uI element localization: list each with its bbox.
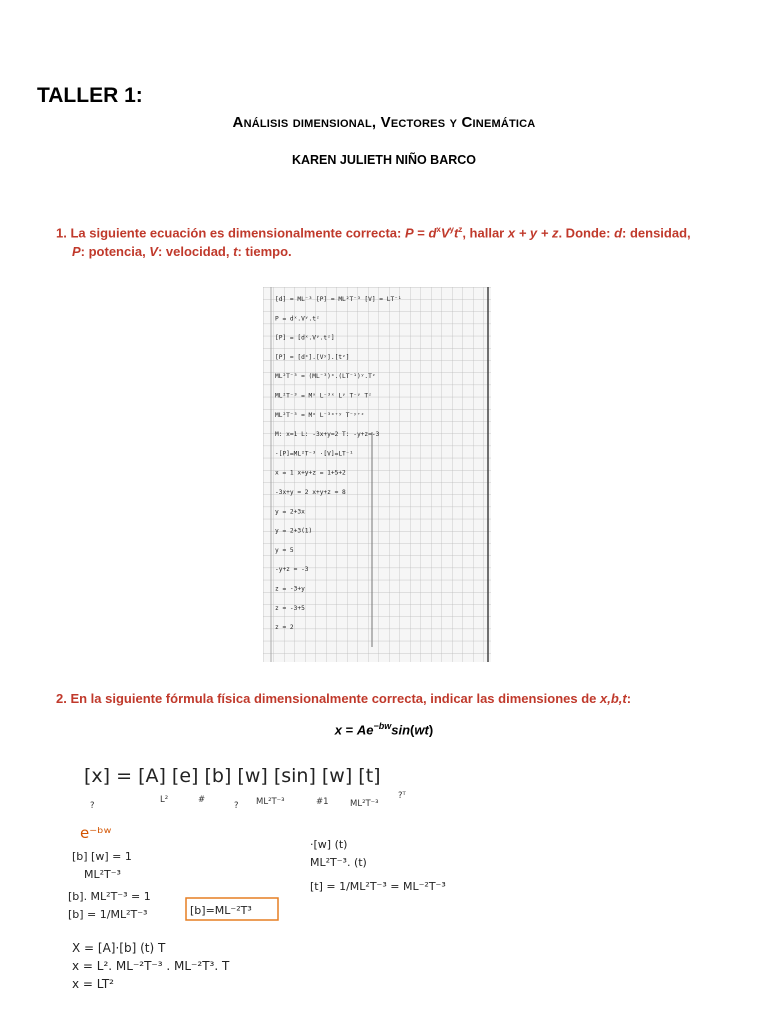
notebook-line: x = 1 x+y+z = 1+5+2 xyxy=(275,469,346,477)
formula-exp: −bw xyxy=(373,721,392,731)
notebook-line: ML²T⁻³ = (ML⁻³)ˣ.(LT⁻¹)ʸ.Tᶻ xyxy=(275,373,376,381)
q1-sup-y: y xyxy=(449,225,454,234)
hw-under-sin: #1 xyxy=(316,797,329,807)
handwriting-canvas xyxy=(54,760,694,1010)
hw-under-t: ?ᵀ xyxy=(398,791,406,801)
notebook-line: z = -3+5 xyxy=(275,604,305,612)
graph-paper xyxy=(263,287,491,662)
notebook-line: ·[P]=ML²T⁻³ ·[V]=LT⁻¹ xyxy=(275,450,354,458)
handwritten-solution-image xyxy=(54,760,694,1010)
formula-arg: wt xyxy=(414,722,429,738)
q1-t-desc: : tiempo. xyxy=(237,244,292,260)
notebook-line: z = -3+y xyxy=(275,585,305,593)
hw-r1: ·[w] (t) xyxy=(310,838,348,851)
notebook-line: ML²T⁻³ = Mˣ L⁻³ˣ Lʸ T⁻ʸ Tᶻ xyxy=(275,392,372,400)
q1-mid: , hallar xyxy=(462,225,508,241)
hw-b2: x = L². ML⁻²T⁻³ . ML⁻²T³. T xyxy=(72,959,230,973)
page-title: TALLER 1: xyxy=(37,84,143,107)
hw-under-b: ? xyxy=(234,801,239,811)
q1-p-var: P xyxy=(72,244,81,260)
hw-b1: X = [A]·[b] (t) T xyxy=(72,941,166,955)
q1-sup-z: z xyxy=(458,225,463,234)
notebook-solution-image xyxy=(263,287,491,662)
q1-eq-p: P xyxy=(404,225,414,241)
notebook-line: z = 2 xyxy=(275,624,294,632)
hw-under-w: ML²T⁻³ xyxy=(256,797,285,807)
hw-r2: ML²T⁻³. (t) xyxy=(310,856,367,869)
question-2 xyxy=(56,689,746,708)
hw-under-a: L² xyxy=(160,795,169,805)
q1-v-desc: : velocidad, xyxy=(157,244,234,260)
notebook-line: P = dˣ.Vʸ.tᶻ xyxy=(275,315,320,323)
notebook-line: [P] = [dˣ].[Vʸ].[tᶻ] xyxy=(275,353,350,361)
hw-b3: x = LT² xyxy=(72,977,114,991)
hw-l3: [b]. ML²T⁻³ = 1 xyxy=(68,890,151,903)
formula-paren-close: ) xyxy=(428,722,434,738)
hw-l2: ML²T⁻³ xyxy=(84,868,121,881)
formula-lhs: x xyxy=(334,722,343,738)
hw-under-e: # xyxy=(198,795,206,805)
q1-sup-x: x xyxy=(436,225,441,234)
q1-eq-t: t xyxy=(453,225,459,241)
q1-eq-d: d xyxy=(428,225,437,241)
hw-under-w2: ML²T⁻³ xyxy=(350,799,379,809)
q1-v-var: V xyxy=(149,244,158,260)
formula-eq: = xyxy=(342,722,357,738)
q1-sum: x + y + z xyxy=(507,225,559,241)
q1-prefix: 1. La siguiente ecuación es dimensionalmente correcta: xyxy=(56,225,405,241)
hw-e-bw: e⁻ᵇʷ xyxy=(80,824,112,842)
notebook-line: M: x=1 L: -3x+y=2 T: -y+z=-3 xyxy=(275,431,380,439)
q2-text: 2. En la siguiente fórmula física dimensionalmente correcta, indicar las dimensiones de xyxy=(56,691,601,706)
formula xyxy=(0,721,768,737)
notebook-line: -y+z = -3 xyxy=(275,566,309,574)
notebook-line: y = 2+3x xyxy=(275,508,305,516)
formula-tail: sin xyxy=(391,722,411,738)
formula-paren-open: ( xyxy=(410,722,415,738)
q1-d-var: d xyxy=(614,225,623,241)
hw-r3: [t] = 1/ML²T⁻³ = ML⁻²T⁻³ xyxy=(310,880,446,893)
notebook-line: [P] = [dˣ.Vʸ.tᶻ] xyxy=(275,334,335,342)
hw-under-x: ? xyxy=(90,801,95,811)
q1-where: . Donde: xyxy=(558,225,615,241)
question-1 xyxy=(56,220,746,261)
notebook-line: ML²T⁻³ = Mˣ L⁻³ˣ⁺ʸ T⁻ʸ⁺ᶻ xyxy=(275,411,365,419)
notebook-line: y = 5 xyxy=(275,546,294,554)
notebook-line: -3x+y = 2 x+y+z = 8 xyxy=(275,489,346,496)
notebook-line: y = 2+3(1) xyxy=(275,527,313,535)
document-subtitle: Análisis dimensional, Vectores y Cinemática xyxy=(232,114,536,131)
hw-top-equation: [x] = [A] [e] [b] [w] [sin] [w] [t] xyxy=(84,765,381,787)
q1-eq-v: V xyxy=(440,225,450,241)
hw-l4: [b] = 1/ML²T⁻³ xyxy=(68,908,148,921)
author-name: KAREN JULIETH NIÑO BARCO xyxy=(291,153,477,167)
q2-end: : xyxy=(626,691,632,706)
hw-l1: [b] [w] = 1 xyxy=(72,850,132,863)
notebook-line: [d] = ML⁻³ [P] = ML²T⁻³ [V] = LT⁻¹ xyxy=(275,296,402,303)
q1-p-desc: : potencia, xyxy=(80,244,150,260)
hw-boxed-answer: [b]=ML⁻²T³ xyxy=(190,904,252,917)
q1-eq-sign: = xyxy=(413,225,429,241)
q1-t-var: t xyxy=(233,244,238,260)
q1-line-2 xyxy=(56,242,746,261)
q2-vars: x,b,t xyxy=(600,691,627,706)
formula-a: Ae xyxy=(356,722,374,738)
q1-d-desc: : densidad, xyxy=(622,225,691,241)
